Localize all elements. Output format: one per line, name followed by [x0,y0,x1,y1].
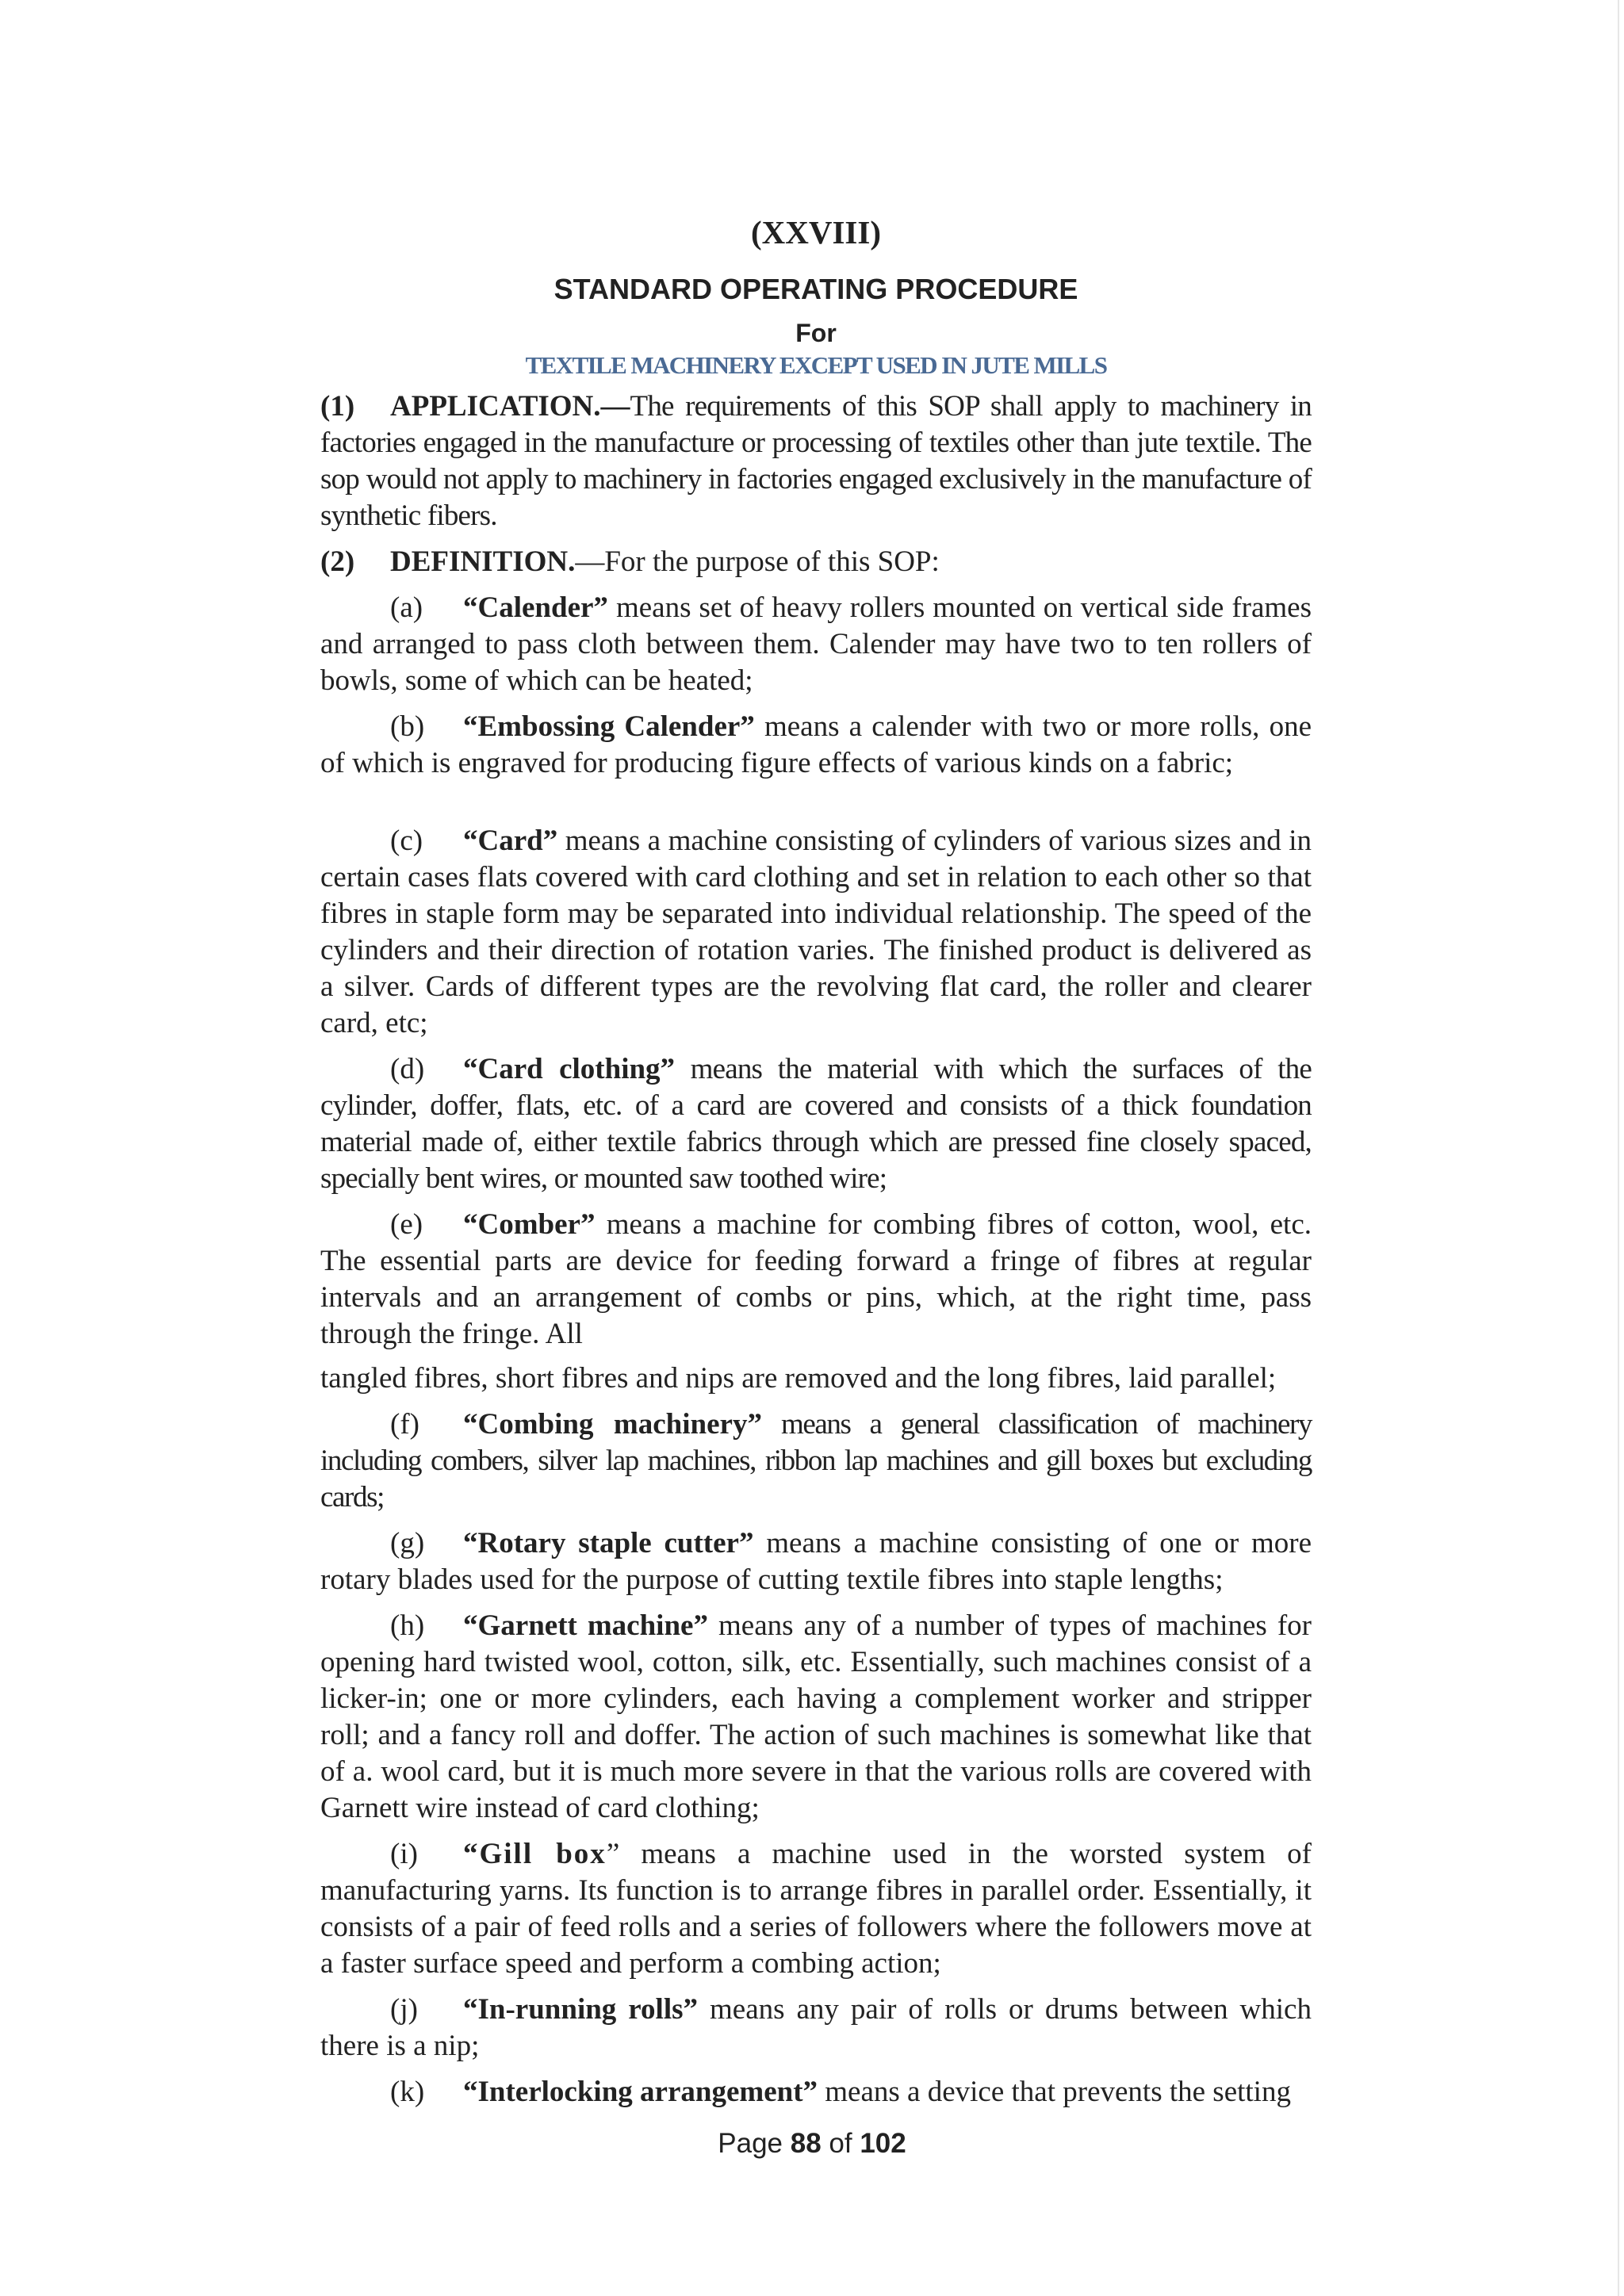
section-text: —For the purpose of this SOP: [575,545,940,578]
title-for: For [795,319,837,347]
page-content [320,212,1312,2120]
definition-label: (e) [390,1208,423,1241]
definition-label: (f) [390,1408,419,1441]
definition-term: “Calender” [463,591,608,624]
current-page-number: 88 [790,2128,822,2159]
definition-text: ” means a machine used in the worsted system of manufacturing yarns. Its function is to arrange fibres in parallel order. Essentially, it consists of a pair of feed rolls and a series of followers where the followers move at a faster surface speed and perform a combing action; [320,1838,1312,1980]
definition-label: (b) [390,710,425,743]
definition-label: (c) [390,825,423,857]
definition-text: means a device that prevents the setting [818,2076,1291,2108]
definition-label: (g) [390,1527,425,1559]
definition-label: (a) [390,591,423,624]
section-number: (2) [320,545,355,578]
definition-text: means a calender with two or more rolls, one of which is engraved for producing figure effects of various kinds on a fabric; [320,710,1312,779]
definition-text: means a machine for combing fibres of cotton, wool, etc. The essential parts are device for feeding forward a fringe of fibres at regular intervals and an arrangement of combs or pins, which, at the right time, pass through the fringe. All [320,1208,1312,1350]
definition-item [320,590,1312,699]
footer-middle: of [821,2128,860,2159]
section-application [320,388,1312,534]
section-heading: DEFINITION. [390,545,576,578]
definition-item [320,1525,1312,1598]
definition-term: “Card” [463,825,558,857]
definition-term: “Gill box [463,1838,607,1870]
definition-item [320,1836,1312,1982]
total-page-count: 102 [860,2128,906,2159]
page-edge-line [1618,0,1619,2296]
definition-term: “Embossing Calender” [463,710,755,743]
definition-item [320,709,1312,782]
page-footer [0,2126,1624,2161]
definition-term: “Card clothing” [463,1053,676,1085]
definition-text: means any of a number of types of machines for opening hard twisted wool, cotton, silk, etc. Essentially, such machines consist of a licker-in; one or more cylinders, each having a complement worker and stripper roll; and a fancy roll and doffer. The action of such machines is somewhat like that of a. wool card, but it is much more severe in that the various rolls are covered with Garnett wire instead of card clothing; [320,1609,1312,1824]
definition-item [320,1406,1312,1516]
definition-term: “Interlocking arrangement” [463,2076,818,2108]
document-subtitle: TEXTILE MACHINERY EXCEPT USED IN JUTE MILLS [525,351,1107,379]
definition-text: means a machine consisting of cylinders of various sizes and in certain cases flats covered with card clothing and set in relation to each other so that fibres in staple form may be separated into individual relationship. The speed of the cylinders and their direction of rotation varies. The finished product is delivered as a silver. Cards of different types are the revolving flat card, the roller and clearer card, etc; [320,825,1312,1039]
definition-item [320,2074,1312,2110]
section-text: The requirements of this SOP shall apply to machinery in factories engaged in the manufacture or processing of textiles other than jute textile. The sop would not apply to machinery in factories engaged exclusively in the manufacture of synthetic fibers. [320,390,1312,532]
footer-prefix: Page [718,2128,791,2159]
definition-label: (d) [390,1053,425,1085]
definition-term: “Garnett machine” [463,1609,708,1642]
definition-text: means a general classification of machinery including combers, silver lap machines, ribbon lap machines and gill boxes but excluding cards; [320,1408,1312,1513]
definition-item [320,1992,1312,2064]
definition-text: means any pair of rolls or drums between which there is a nip; [320,1993,1312,2062]
definition-label: (i) [390,1838,418,1870]
definition-term: “In-running rolls” [463,1993,699,2026]
spacer [320,791,1312,823]
definition-label: (k) [390,2076,425,2108]
document-title: STANDARD OPERATING PROCEDURE [553,273,1078,305]
definition-text: means the material with which the surfaces of the cylinder, doffer, flats, etc. of a card are covered and consists of a thick foundation material made of, either textile fabrics through which are pressed fine closely spaced, specially bent wires, or mounted saw toothed wire; [320,1053,1312,1195]
definition-term: “Combing machinery” [463,1408,762,1441]
definition-item [320,823,1312,1042]
definition-term: “Comber” [463,1208,596,1241]
definition-item [320,1051,1312,1197]
definition-item [320,1608,1312,1827]
section-definition [320,544,1312,580]
definition-term: “Rotary staple cutter” [463,1527,754,1559]
chapter-number: (XXVIII) [751,214,881,251]
definition-text: means set of heavy rollers mounted on vertical side frames and arranged to pass cloth between them. Calender may have two to ten rollers of bowls, some of which can be heated; [320,591,1312,697]
section-heading: APPLICATION.— [390,390,630,423]
section-number: (1) [320,390,355,423]
definition-label: (h) [390,1609,425,1642]
definition-item [320,1207,1312,1353]
definition-continuation: tangled fibres, short fibres and nips are removed and the long fibres, laid parallel; [320,1362,1277,1395]
definition-text: means a machine consisting of one or more rotary blades used for the purpose of cutting textile fibres into staple lengths; [320,1527,1312,1596]
definition-label: (j) [390,1993,418,2026]
